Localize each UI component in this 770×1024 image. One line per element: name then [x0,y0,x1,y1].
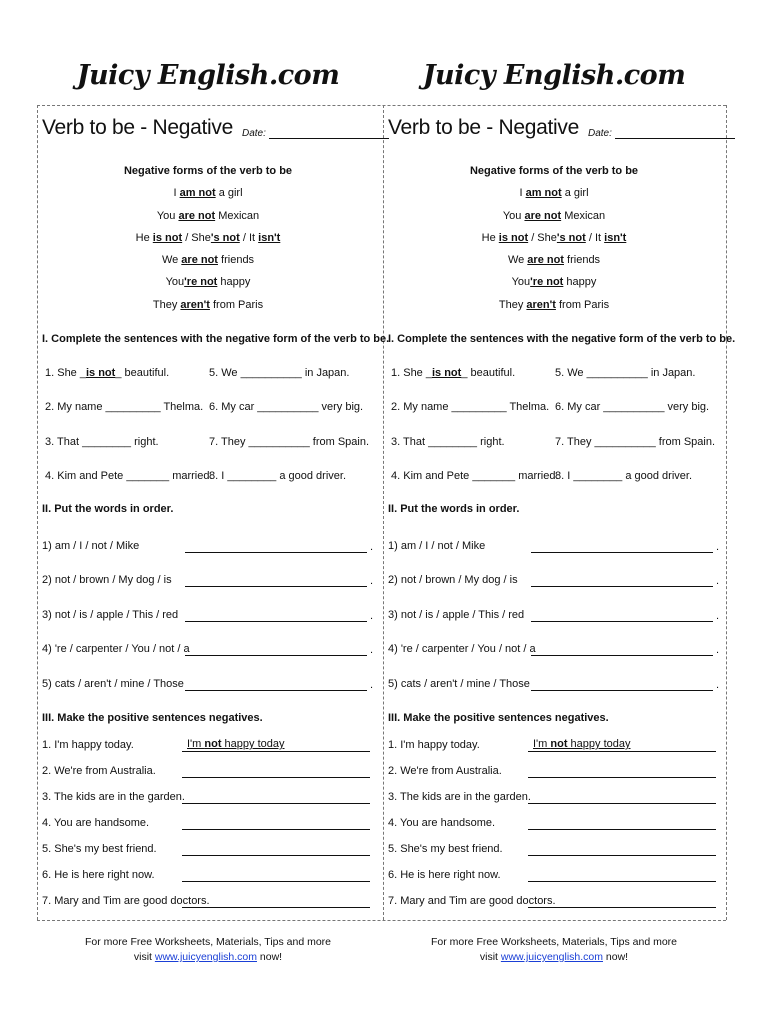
worksheet-right [383,0,736,1024]
forms-header: Negative forms of the verb to be [123,165,293,177]
right-dashed-border [726,105,727,920]
period: . [370,541,374,553]
exercise1-item: 1. She _is not_ beautiful. [391,367,516,379]
footer-line: For more Free Worksheets, Materials, Tips and more [84,936,332,948]
exercise2-item: 2) not / brown / My dog / is [42,574,172,586]
exercise3-item: 2. We're from Australia. [42,765,156,777]
answer-blank[interactable] [185,586,367,587]
period: . [370,575,374,587]
answer-blank[interactable] [528,881,716,882]
exercise2-item: 5) cats / aren't / mine / Those [42,678,184,690]
exercise1-item: 6. My car __________ very big. [555,401,710,413]
worksheet-left [37,0,390,1024]
date-field [588,128,735,139]
answer-blank[interactable] [182,855,370,856]
form-line: They aren't from Paris [152,298,264,311]
footer-visit [37,950,379,965]
example-answer: I'm not happy today [187,738,285,750]
form-line: We are not friends [507,254,601,267]
exercise2-item: 5) cats / aren't / mine / Those [388,678,530,690]
form-line: They aren't from Paris [498,298,610,311]
section-2-heading: II. Put the words in order. [42,503,174,515]
period: . [716,541,720,553]
answer-blank[interactable] [185,655,367,656]
form-line: He is not / She's not / It isn't [135,231,281,244]
logo: Juicy English.com [422,60,686,91]
exercise1-item: 3. That ________ right. [391,436,505,448]
period: . [716,644,720,656]
date-field [242,128,389,139]
period: . [370,644,374,656]
footer-after: now! [257,951,283,963]
section-1-heading: I. Complete the sentences with the negative form of the verb to be. [388,333,736,345]
answer-blank[interactable] [531,621,713,622]
exercise1-item: 2. My name _________ Thelma. [45,401,204,413]
answer-blank[interactable] [531,655,713,656]
footer-link[interactable]: www.juicyenglish.com [154,951,257,963]
answer-blank[interactable] [185,621,367,622]
negative-forms-box [37,160,379,316]
answer-blank[interactable] [528,855,716,856]
exercise2-item: 2) not / brown / My dog / is [388,574,518,586]
exercise3-item: 7. Mary and Tim are good doctors. [388,895,556,907]
exercise3-item: 3. The kids are in the garden. [388,791,531,803]
answer-blank[interactable] [528,777,716,778]
exercise1-item: 5. We __________ in Japan. [209,367,350,379]
section-1-heading: I. Complete the sentences with the negative form of the verb to be. [42,333,390,345]
exercise3-item: 1. I'm happy today. [42,739,134,751]
exercise1-item: 7. They __________ from Spain. [555,436,716,448]
exercise3-item: 5. She's my best friend. [42,843,157,855]
form-line: You are not Mexican [156,209,260,222]
exercise2-item: 3) not / is / apple / This / red [42,609,179,621]
period: . [370,679,374,691]
forms-header: Negative forms of the verb to be [469,165,639,177]
exercise1-item: 8. I ________ a good driver. [555,470,692,482]
answer-blank[interactable] [531,586,713,587]
exercise3-item: 7. Mary and Tim are good doctors. [42,895,210,907]
exercise1-item: 1. She _is not_ beautiful. [45,367,170,379]
exercise1-item: 8. I ________ a good driver. [209,470,346,482]
exercise3-item: 4. You are handsome. [42,817,150,829]
form-line: I am not a girl [173,187,243,200]
exercise3-item: 6. He is here right now. [388,869,501,881]
period: . [370,610,374,622]
form-line: He is not / She's not / It isn't [481,231,627,244]
answer-blank[interactable] [528,829,716,830]
date-blank [615,128,735,139]
example-answer: I'm not happy today [533,738,631,750]
exercise1-item: 6. My car __________ very big. [209,401,364,413]
answer-blank[interactable] [531,552,713,553]
exercise2-item: 4) 're / carpenter / You / not / a [388,643,536,655]
exercise3-item: 2. We're from Australia. [388,765,502,777]
answer-blank[interactable] [528,803,716,804]
answer-blank[interactable] [182,881,370,882]
form-line: I am not a girl [519,187,589,200]
form-line: We are not friends [161,254,255,267]
answer-blank[interactable] [182,829,370,830]
footer-visit [383,950,725,965]
answer-blank[interactable] [182,777,370,778]
exercise2-item: 1) am / I / not / Mike [42,540,140,552]
logo: Juicy English.com [76,60,340,91]
exercise3-item: 6. He is here right now. [42,869,155,881]
worksheet-title: Verb to be - Negative [42,116,233,139]
section-2-heading: II. Put the words in order. [388,503,520,515]
date-blank [269,128,389,139]
form-line: You're not happy [165,276,251,289]
answer-blank[interactable] [528,907,716,908]
date-label: Date: [588,128,612,139]
footer-after: now! [603,951,629,963]
answer-blank[interactable] [528,751,716,752]
period: . [716,679,720,691]
answer-blank[interactable] [182,907,370,908]
answer-blank[interactable] [182,751,370,752]
section-3-heading: III. Make the positive sentences negatives. [42,712,263,724]
exercise3-item: 1. I'm happy today. [388,739,480,751]
answer-blank[interactable] [185,552,367,553]
exercise3-item: 5. She's my best friend. [388,843,503,855]
form-line: You are not Mexican [502,209,606,222]
exercise1-item: 3. That ________ right. [45,436,159,448]
exercise2-item: 4) 're / carpenter / You / not / a [42,643,190,655]
answer-blank[interactable] [531,690,713,691]
footer-link[interactable]: www.juicyenglish.com [500,951,603,963]
period: . [716,575,720,587]
negative-forms-box [383,160,725,316]
exercise1-item: 2. My name _________ Thelma. [391,401,550,413]
exercise1-item: 5. We __________ in Japan. [555,367,696,379]
date-label: Date: [242,128,266,139]
period: . [716,610,720,622]
worksheet-title: Verb to be - Negative [388,116,579,139]
section-3-heading: III. Make the positive sentences negatives. [388,712,609,724]
exercise2-item: 1) am / I / not / Mike [388,540,486,552]
exercise1-item: 4. Kim and Pete _______ married. [391,470,559,482]
footer-visit-text: visit [479,951,501,963]
footer-visit-text: visit [133,951,155,963]
answer-blank[interactable] [182,803,370,804]
exercise1-item: 7. They __________ from Spain. [209,436,370,448]
form-line: You're not happy [511,276,597,289]
answer-blank[interactable] [185,690,367,691]
exercise3-item: 3. The kids are in the garden. [42,791,185,803]
footer-line: For more Free Worksheets, Materials, Tips and more [430,936,678,948]
exercise2-item: 3) not / is / apple / This / red [388,609,525,621]
exercise3-item: 4. You are handsome. [388,817,496,829]
footer [383,935,725,965]
exercise1-item: 4. Kim and Pete _______ married. [45,470,213,482]
footer [37,935,379,965]
